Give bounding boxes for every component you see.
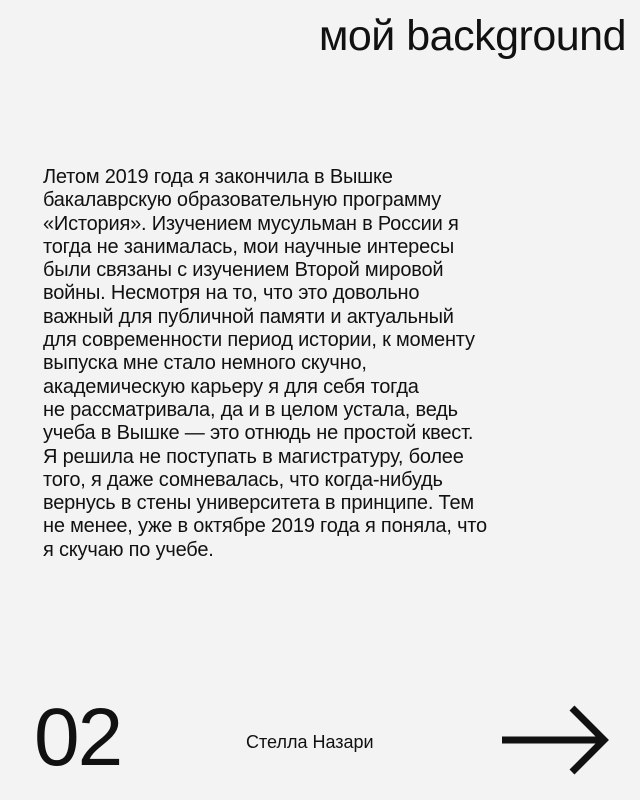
page-number: 02 [34,692,122,783]
body-line: тогда не занималась, мои научные интересы [43,235,454,258]
body-line: «История». Изучением мусульман в России я [43,212,459,235]
body-line: не рассматривала, да и в целом устала, ведь [43,398,458,421]
arrow-right-icon [500,704,610,776]
body-line: Летом 2019 года я закончила в Вышке [43,166,393,188]
footer [0,690,640,800]
body-line: вернусь в стены университета в принципе. Тем [43,492,474,515]
body-line: выпуска мне стало немного скучно, [43,352,367,375]
body-line: академическую карьеру я для себя тогда [43,375,419,398]
page-title: мой background [318,12,626,60]
next-button[interactable] [500,704,610,776]
body-line: войны. Несмотря на то, что это довольно [43,282,420,305]
body-line: бакалаврскую образовательную программу [43,189,442,212]
author-name: Стелла Назари [246,732,374,752]
body-line: были связаны с изучением Второй мировой [43,259,444,282]
body-text [43,166,603,562]
body-line: я скучаю по учебе. [43,538,214,561]
body-line: Я решила не поступать в магистратуру, более [43,445,464,468]
body-line: учеба в Вышке — это отнюдь не простой квест. [43,422,474,445]
body-line: того, я даже сомневалась, что когда-нибудь [43,468,443,491]
body-line: важный для публичной памяти и актуальный [43,305,454,328]
body-line: не менее, уже в октябре 2019 года я поняла, что [43,515,487,538]
body-line: для современности период истории, к моменту [43,329,475,352]
